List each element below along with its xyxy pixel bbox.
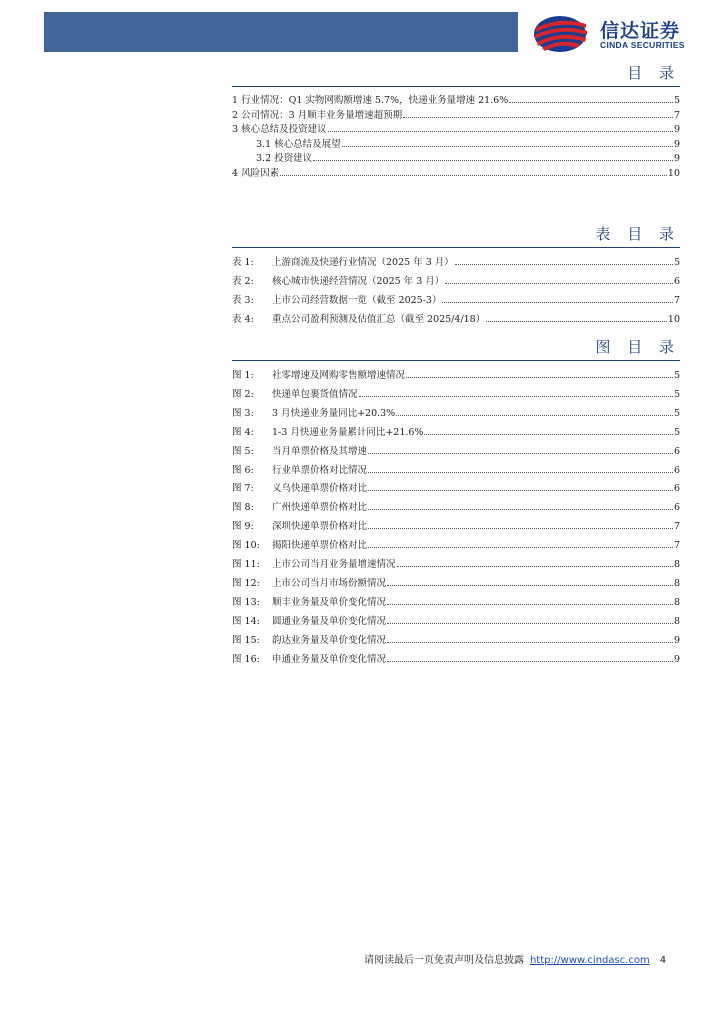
website-link[interactable]: http://www.cindasc.com xyxy=(530,955,650,966)
figures-entry-label xyxy=(232,594,386,613)
figures-entry-caption: 图 5: xyxy=(232,445,254,457)
cinda-logo xyxy=(532,14,707,54)
dot-leader xyxy=(387,576,673,586)
tables-entry-text: 核心城市快递经营情况（2025 年 3 月） xyxy=(272,275,445,287)
dot-leader xyxy=(342,137,673,147)
figures-entry-text: 1-3 月快递业务量累计同比+21.6% xyxy=(272,426,424,438)
figures-entry-page: 5 xyxy=(673,370,680,381)
figures-entry-label xyxy=(232,499,367,518)
disclaimer-notice: 请阅读最后一页免责声明及信息披露 xyxy=(364,955,524,966)
figures-entry-text: 社零增速及网购零售额增速情况 xyxy=(272,370,406,381)
figures-entry-label xyxy=(232,462,367,481)
header-bar xyxy=(44,12,518,52)
dot-leader xyxy=(280,166,667,176)
figures-entry-caption: 图 13: xyxy=(232,596,260,608)
toc-entry-label: 2 公司情况：3 月顺丰业务量增速超预期 xyxy=(232,109,403,121)
figures-entry-caption: 图 9: xyxy=(232,521,254,533)
dot-leader xyxy=(387,652,673,662)
figures-entry-text: 韵达业务量及单价变化情况 xyxy=(272,634,387,646)
figures-entry-text: 义乌快递单票价格对比 xyxy=(272,483,368,495)
tables-entry-caption: 表 2: xyxy=(232,275,254,287)
figures-entry-caption: 图 4: xyxy=(232,426,254,438)
figures-entry-caption: 图 1: xyxy=(232,370,254,381)
tables-entry[interactable] xyxy=(232,273,680,292)
figures-entry[interactable] xyxy=(232,443,680,462)
figures-entry-label xyxy=(232,632,386,651)
figures-entry-text: 上市公司当月市场份额情况 xyxy=(272,577,387,589)
table-list-section xyxy=(232,223,680,330)
dot-leader xyxy=(368,481,673,491)
toc-entry[interactable] xyxy=(232,151,680,166)
tables-entry-text: 上游商流及快递行业情况（2025 年 3 月） xyxy=(272,257,454,268)
figures-entry-caption: 图 16: xyxy=(232,653,260,665)
page-number: 4 xyxy=(659,955,667,966)
figures-entry-page: 6 xyxy=(673,502,680,514)
dot-leader xyxy=(368,538,673,548)
figures-entry-text: 上市公司当月业务量增速情况 xyxy=(272,559,396,571)
figures-entry-page: 9 xyxy=(673,634,680,646)
figures-entry-label xyxy=(232,480,367,499)
figures-entry-page: 5 xyxy=(673,388,680,400)
table-list xyxy=(232,254,680,330)
figures-entry-label xyxy=(232,651,386,670)
figures-entry-label xyxy=(232,518,367,537)
figure-list-section xyxy=(232,336,680,670)
tables-entry-text: 上市公司经营数据一览（截至 2025-3） xyxy=(272,294,442,306)
brand-name-cn: 信达证券 xyxy=(600,20,681,42)
table-list-title: 表 目 录 xyxy=(232,223,680,248)
toc-entry-page: 9 xyxy=(673,153,680,164)
figures-entry[interactable] xyxy=(232,575,680,594)
figures-entry-label xyxy=(232,537,367,556)
tables-entry-label xyxy=(232,254,454,273)
tables-entry-text: 重点公司盈利预测及估值汇总（截至 2025/4/18） xyxy=(272,313,486,325)
dot-leader xyxy=(396,406,673,416)
figures-entry-caption: 图 8: xyxy=(232,502,254,514)
figures-entry[interactable] xyxy=(232,367,680,386)
toc-entry-page: 9 xyxy=(673,138,680,150)
tables-entry-caption: 表 1: xyxy=(232,257,254,268)
figures-entry-page: 8 xyxy=(673,596,680,608)
figures-entry[interactable] xyxy=(232,651,680,670)
figures-entry[interactable] xyxy=(232,405,680,424)
toc-entry-page: 7 xyxy=(673,109,680,121)
figures-entry-text: 广州快递单票价格对比 xyxy=(272,502,368,514)
figures-entry[interactable] xyxy=(232,499,680,518)
figures-entry-page: 8 xyxy=(673,577,680,589)
footer xyxy=(364,951,666,966)
dot-leader xyxy=(486,312,667,322)
cinda-globe-icon xyxy=(532,14,592,54)
toc-entry-page: 10 xyxy=(667,167,680,179)
figures-entry-caption: 图 11: xyxy=(232,559,260,571)
tables-entry-label xyxy=(232,273,444,292)
figures-entry-text: 圆通业务量及单价变化情况 xyxy=(272,615,387,627)
figures-entry-page: 5 xyxy=(673,407,680,419)
dot-leader xyxy=(387,633,673,643)
toc-entry[interactable] xyxy=(232,166,680,181)
dot-leader xyxy=(509,93,673,103)
dot-leader xyxy=(424,425,672,435)
dot-leader xyxy=(368,463,673,473)
figures-entry-page: 6 xyxy=(673,483,680,495)
dot-leader xyxy=(368,444,673,454)
dot-leader xyxy=(455,255,673,265)
toc-entry[interactable] xyxy=(232,93,680,108)
figures-entry-page: 7 xyxy=(673,540,680,552)
figures-entry[interactable] xyxy=(232,462,680,481)
toc-entry-label: 3 核心总结及投资建议 xyxy=(232,124,327,135)
brand-name-en: CINDA SECURITIES xyxy=(600,40,685,50)
figure-list-title: 图 目 录 xyxy=(232,336,680,361)
toc-list xyxy=(232,93,680,180)
toc-entry[interactable] xyxy=(232,108,680,123)
figures-entry-page: 6 xyxy=(673,445,680,457)
tables-entry[interactable] xyxy=(232,254,680,273)
figures-entry-caption: 图 10: xyxy=(232,540,260,552)
dot-leader xyxy=(368,500,673,510)
figures-entry[interactable] xyxy=(232,632,680,651)
figures-entry-caption: 图 14: xyxy=(232,615,260,627)
dot-leader xyxy=(442,293,673,303)
tables-entry-label xyxy=(232,311,485,330)
dot-leader xyxy=(359,387,673,397)
figures-entry-page: 8 xyxy=(673,559,680,571)
figures-entry-label xyxy=(232,386,358,405)
dot-leader xyxy=(403,108,673,118)
figures-entry[interactable] xyxy=(232,480,680,499)
figures-entry[interactable] xyxy=(232,386,680,405)
toc-entry-label: 1 行业情况：Q1 实物网购额增速 5.7%，快递业务量增速 21.6% xyxy=(232,95,509,106)
dot-leader xyxy=(387,595,673,605)
figures-entry-caption: 图 15: xyxy=(232,634,260,646)
tables-entry-caption: 表 4: xyxy=(232,313,254,325)
tables-entry[interactable] xyxy=(232,311,680,330)
figures-entry-text: 顺丰业务量及单价变化情况 xyxy=(272,596,387,608)
figures-entry-label xyxy=(232,556,396,575)
figures-entry-page: 8 xyxy=(673,615,680,627)
toc-entry[interactable] xyxy=(232,137,680,152)
figures-entry-caption: 图 2: xyxy=(232,388,254,400)
dot-leader xyxy=(406,368,673,378)
toc-entry-label: 4 风险因素 xyxy=(232,167,280,179)
figures-entry-text: 申通业务量及单价变化情况 xyxy=(272,653,387,665)
figures-entry[interactable] xyxy=(232,613,680,632)
tables-entry-label xyxy=(232,292,441,311)
figures-entry-label xyxy=(232,367,405,386)
dot-leader xyxy=(328,122,673,132)
figures-entry-text: 揭阳快递单票价格对比 xyxy=(272,540,368,552)
figures-entry-label xyxy=(232,443,367,462)
figures-entry-page: 5 xyxy=(673,426,680,438)
figures-entry-text: 行业单票价格对比情况 xyxy=(272,464,368,476)
dot-leader xyxy=(313,151,673,161)
figures-entry[interactable] xyxy=(232,556,680,575)
toc-entry-label: 3.2 投资建议 xyxy=(256,153,313,164)
figures-entry-label xyxy=(232,405,395,424)
tables-entry-page: 10 xyxy=(667,313,680,325)
tables-entry-page: 6 xyxy=(673,275,680,287)
figures-entry-label xyxy=(232,575,386,594)
figures-entry-page: 6 xyxy=(673,464,680,476)
dot-leader xyxy=(387,614,673,624)
figures-entry-text: 快递单包裹货值情况 xyxy=(272,388,358,400)
figures-entry-text: 3 月快递业务量同比+20.3% xyxy=(272,407,396,419)
figures-entry[interactable] xyxy=(232,594,680,613)
figures-entry-page: 7 xyxy=(673,521,680,533)
figures-entry-caption: 图 12: xyxy=(232,577,260,589)
figures-entry-caption: 图 6: xyxy=(232,464,254,476)
figures-entry-text: 深圳快递单票价格对比 xyxy=(272,521,368,533)
dot-leader xyxy=(368,519,673,529)
tables-entry-page: 7 xyxy=(673,294,680,306)
toc-title: 目 录 xyxy=(232,62,680,87)
tables-entry[interactable] xyxy=(232,292,680,311)
dot-leader xyxy=(397,557,673,567)
tables-entry-caption: 表 3: xyxy=(232,294,254,306)
toc-entry-page: 9 xyxy=(673,124,680,135)
toc-entry-page: 5 xyxy=(673,95,680,106)
figures-entry[interactable] xyxy=(232,537,680,556)
figures-entry-text: 当月单票价格及其增速 xyxy=(272,445,368,457)
toc-section xyxy=(232,62,680,180)
tables-entry-page: 5 xyxy=(673,257,680,268)
toc-entry-label: 3.1 核心总结及展望 xyxy=(256,138,341,150)
dot-leader xyxy=(445,274,673,284)
figures-entry-label xyxy=(232,613,386,632)
figure-list xyxy=(232,367,680,670)
figures-entry-page: 9 xyxy=(673,653,680,665)
figures-entry[interactable] xyxy=(232,424,680,443)
toc-entry[interactable] xyxy=(232,122,680,137)
figures-entry-label xyxy=(232,424,423,443)
figures-entry[interactable] xyxy=(232,518,680,537)
figures-entry-caption: 图 7: xyxy=(232,483,254,495)
figures-entry-caption: 图 3: xyxy=(232,407,254,419)
